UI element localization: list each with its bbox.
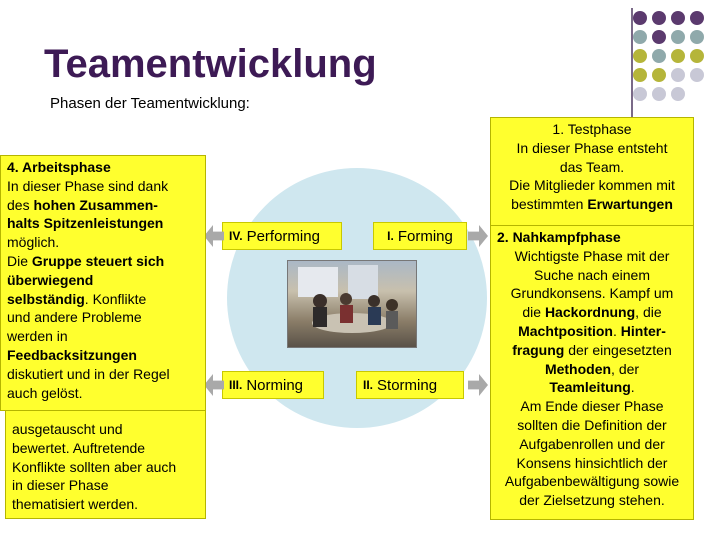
decorative-dot bbox=[652, 87, 666, 101]
decorative-dot bbox=[633, 30, 647, 44]
decorative-dot bbox=[652, 11, 666, 25]
decorative-dot bbox=[671, 30, 685, 44]
info-box-nahkampfphase: 2. Nahkampfphase Wichtigste Phase mit der Suche nach einem Grundkonsens. Kampf um die Hackordnung, die Machtposition. Hinter- fragung der eingesetzten Methoden, der Teamleitung. Am Ende dieser Phase sollten die Definition der Aufgabenrollen und der Konsens hinsichtlich der Aufgabenbewältigung sowie der Zielsetzung stehen. bbox=[490, 225, 694, 520]
phase-storming-label: II. Storming bbox=[356, 371, 464, 399]
decorative-dot bbox=[652, 68, 666, 82]
info-box-lower-left: ausgetauscht und bewertet. Auftretende Konflikte sollten aber auch in dieser Phase thematisiert werden. bbox=[5, 380, 206, 519]
decorative-vertical-line bbox=[631, 8, 633, 130]
decorative-dot bbox=[652, 49, 666, 63]
decorative-dot bbox=[633, 11, 647, 25]
slide-subtitle: Phasen der Teamentwicklung: bbox=[50, 95, 250, 112]
decorative-dot bbox=[671, 68, 685, 82]
info-box-testphase: 1. Testphase In dieser Phase entsteht das Team. Die Mitglieder kommen mit bestimmten Erwartungen bbox=[490, 117, 694, 229]
phase-performing-label: IV. Performing bbox=[222, 222, 342, 250]
team-meeting-photo bbox=[287, 260, 417, 348]
decorative-dot bbox=[652, 30, 666, 44]
decorative-dot bbox=[633, 68, 647, 82]
phase-norming-label: III. Norming bbox=[222, 371, 324, 399]
decorative-dot bbox=[671, 87, 685, 101]
decorative-dot bbox=[690, 68, 704, 82]
decorative-dot bbox=[690, 49, 704, 63]
arrow-to-left-box-icon bbox=[204, 374, 224, 396]
decorative-dot bbox=[690, 30, 704, 44]
arrow-to-nahkampfphase-icon bbox=[468, 374, 488, 396]
decorative-dot bbox=[671, 49, 685, 63]
decorative-dot bbox=[633, 87, 647, 101]
arrow-to-arbeitsphase-icon bbox=[204, 225, 224, 247]
info-box-arbeitsphase: 4. Arbeitsphase In dieser Phase sind dank des hohen Zusammen- halts Spitzenleistungen möglich. Die Gruppe steuert sich überwiegend selbständig. Konflikte und andere Probleme werden in Feedbacksitzungen diskutiert und in der Regel auch gelöst. bbox=[0, 155, 206, 411]
decorative-dot bbox=[633, 49, 647, 63]
decorative-dot bbox=[690, 11, 704, 25]
decorative-dot-pattern bbox=[610, 6, 720, 116]
phase-forming-label: I. Forming bbox=[373, 222, 467, 250]
decorative-dot bbox=[671, 11, 685, 25]
slide-title: Teamentwicklung bbox=[44, 42, 377, 86]
